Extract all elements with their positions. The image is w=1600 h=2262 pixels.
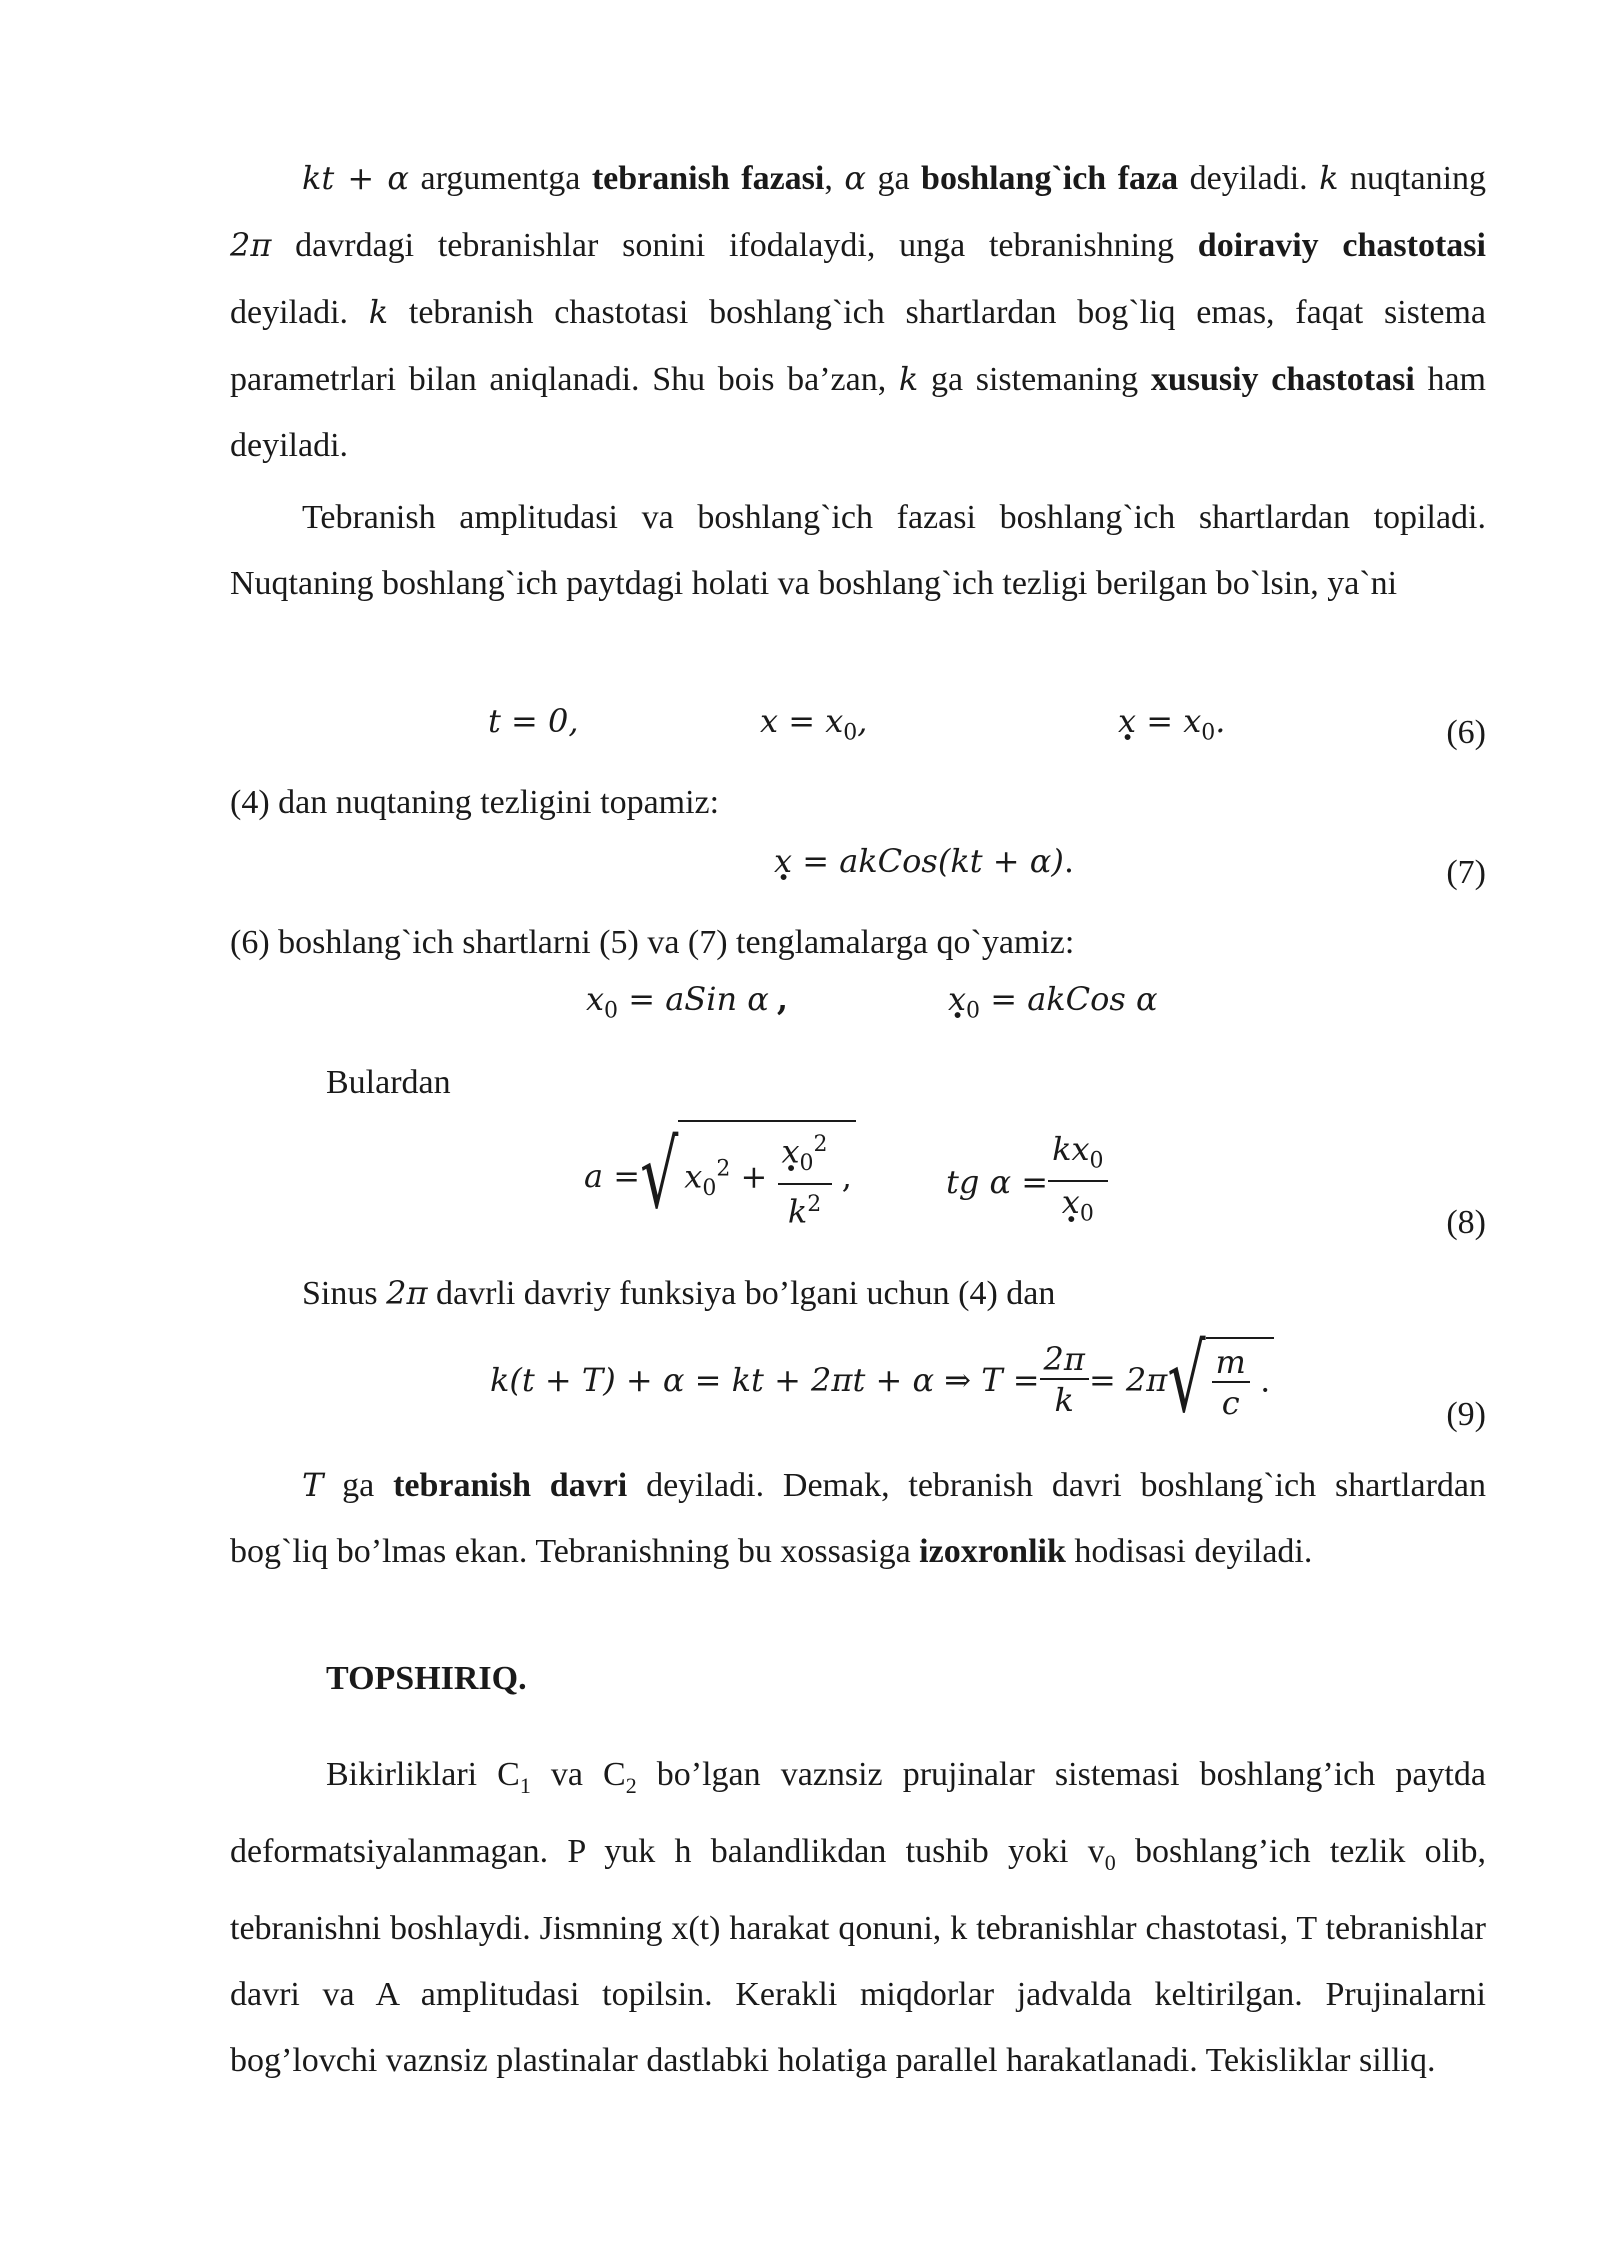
text: deyiladi. <box>1178 160 1320 197</box>
eq8-amplitude <box>584 1116 856 1236</box>
term-tebranish-fazasi: tebranish fazasi <box>591 160 825 197</box>
fraction-denominator: k <box>1054 1381 1074 1419</box>
text: ga <box>323 1467 394 1504</box>
eq-text: kx <box>1052 1129 1090 1168</box>
eq6-part-xdot <box>1118 702 1225 745</box>
eq6-part-x <box>760 702 867 745</box>
eq-sub: 0 <box>1089 1148 1104 1173</box>
paragraph-velocity: (4) dan nuqtaning tezligini topamiz: <box>230 784 720 821</box>
eq6-part-t: t = 0, <box>488 702 579 740</box>
fraction-denominator: c <box>1221 1384 1240 1422</box>
eq-sub: 0 <box>702 1175 717 1201</box>
paragraph-initial-conditions: Tebranish amplitudasi va boshlang`ich fazasi boshlang`ich shartlardan topiladi. Nuqtaning boshlang`ich paytdagi holati va boshlang`ich tezligi berilgan bo`lsin, ya`ni <box>230 499 1486 602</box>
sqrt-icon: √ <box>1167 1325 1206 1435</box>
eq-text: x <box>1061 1183 1080 1221</box>
text: ga sistemaning <box>918 361 1151 398</box>
formula-2pi: 2π <box>386 1274 428 1312</box>
fraction-numerator <box>778 1126 832 1185</box>
sqrt-icon: √ <box>640 1121 679 1231</box>
fraction-numerator: m <box>1212 1343 1250 1383</box>
text: Bikirliklari C <box>326 1756 520 1793</box>
equation-number: (8) <box>1446 1204 1486 1241</box>
term-doiraviy-chastotasi: doiraviy chastotasi <box>1197 227 1486 264</box>
eq-text: tg α = <box>946 1163 1049 1201</box>
eq9-body <box>490 1325 1274 1435</box>
eq-sub: 0 <box>1201 720 1216 746</box>
equation-number: (7) <box>1446 854 1486 891</box>
eq7-body <box>774 842 1074 880</box>
section-title: TOPSHIRIQ. <box>326 1660 527 1697</box>
eq-sup: 2 <box>716 1156 731 1182</box>
text: bo’lgan vaznsiz prujinalar sistemasi boshlang’ich paytda deformatsiyalanmagan. P yuk h balandlikdan tushib yoki v <box>230 1756 1486 1870</box>
formula-kt-alpha: kt + α <box>302 159 409 197</box>
equation-number: (9) <box>1446 1396 1486 1433</box>
term-boshlangich-faza: boshlang`ich faza <box>921 160 1179 197</box>
eq-text: = 2π <box>1088 1361 1168 1399</box>
eq-text: , <box>776 980 788 1018</box>
paragraph-period <box>230 1452 1486 1585</box>
paragraph-phase-definition <box>230 145 1486 479</box>
term-tebranish-davri: tebranish davri <box>393 1467 628 1504</box>
fraction-numerator <box>1048 1130 1107 1182</box>
formula-k: k <box>898 360 919 398</box>
text: boshlang’ich tezlik olib, tebranishni boshlaydi. Jismning x(t) harakat qonuni, k tebranishlar chastotasi, T tebranishlar davri va A amplitudasi topilsin. Kerakli miqdorlar jadvalda keltirilgan. Prujinalarni bog’lovchi vaznsiz plastinalar dastlabki holatiga parallel harakatlanadi. Tekisliklar silliq. <box>230 1832 1487 2079</box>
text: nuqtaning <box>1338 160 1487 197</box>
paragraph-substitute: (6) boshlang`ich shartlarni (5) va (7) tenglamalarga qo`yamiz: <box>230 924 1075 961</box>
text: Sinus <box>302 1275 387 1312</box>
sqrt-body <box>678 1120 856 1232</box>
eq-text: x = x <box>760 702 844 740</box>
eq-text: x = akCos(kt + α) <box>774 842 1064 880</box>
eq-sup: 2 <box>813 1132 828 1158</box>
formula-k: k <box>1319 159 1339 197</box>
paragraph-bulardan: Bulardan <box>326 1064 451 1101</box>
text: hodisasi deyiladi. <box>1065 1533 1313 1570</box>
text: deyiladi. <box>230 294 369 331</box>
paragraph-task <box>230 1742 1486 2094</box>
eq-text: x <box>948 980 967 1018</box>
eq-text: = aSin α <box>618 980 769 1018</box>
text: argumentga <box>409 160 592 197</box>
term-xususiy-chastotasi: xususiy chastotasi <box>1150 361 1415 398</box>
eq-text: . <box>1215 702 1226 740</box>
subscript: 2 <box>625 1772 637 1798</box>
eq-text: . <box>1260 1361 1271 1400</box>
text: va C <box>530 1756 626 1793</box>
eq-text: x = x <box>1118 702 1202 740</box>
fraction <box>1212 1343 1250 1423</box>
fraction-numerator: 2π <box>1040 1340 1089 1380</box>
eq-text: x <box>586 980 605 1018</box>
fraction <box>1048 1130 1107 1235</box>
text: ham deyiladi. <box>230 361 1486 464</box>
eq-text: a = <box>584 1157 641 1195</box>
eq-text: x <box>684 1157 703 1196</box>
formula-T: T <box>302 1466 324 1504</box>
term-izoxronlik: izoxronlik <box>919 1533 1066 1570</box>
text: tebranish chastotasi boshlang`ich shartlardan bog`liq emas, faqat sistema parametrlari bilan aniqlanadi. Shu bois ba’zan, <box>230 294 1486 398</box>
eq-sub: 0 <box>799 1151 814 1177</box>
sqrt-body <box>1206 1337 1275 1423</box>
eq-text: x <box>781 1132 800 1171</box>
eq-text: k <box>787 1192 808 1231</box>
eq-sub: 0 <box>843 720 858 746</box>
text: deyiladi. Demak, tebranish davri boshlang`ich shartlardan bog`liq bo’lmas ekan. Tebranishning bu xossasiga <box>230 1467 1487 1570</box>
formula-k: k <box>368 293 389 331</box>
eq-text: . <box>1063 842 1074 880</box>
fraction-denominator <box>1048 1182 1107 1234</box>
eq-text: , <box>857 702 868 740</box>
fraction-denominator <box>778 1185 832 1232</box>
subscript: 1 <box>519 1772 531 1798</box>
paragraph-sinus <box>302 1260 1486 1327</box>
eq-x0-asin <box>586 980 788 1023</box>
eq-sub: 0 <box>604 998 619 1024</box>
text: davrdagi tebranishlar sonini ifodalaydi, unga tebranishning <box>271 227 1198 264</box>
formula-2pi: 2π <box>230 226 272 264</box>
subscript: 0 <box>1104 1849 1116 1875</box>
text: , <box>824 160 845 197</box>
eq8-phase <box>946 1129 1108 1228</box>
text: ga <box>865 160 922 197</box>
eq-sub: 0 <box>966 998 981 1024</box>
eq-x0dot-akcos <box>948 980 1158 1023</box>
eq-sup: 2 <box>807 1192 822 1218</box>
fraction <box>778 1126 832 1232</box>
equation-number: (6) <box>1446 714 1486 751</box>
eq-text: k(t + T) + α = kt + 2πt + α ⇒ T = <box>490 1361 1040 1399</box>
eq-text: , <box>841 1157 852 1196</box>
text: davrli davriy funksiya bo’lgani uchun (4) dan <box>427 1275 1056 1312</box>
fraction <box>1040 1340 1089 1420</box>
eq-text: = akCos α <box>980 980 1158 1018</box>
eq-text: + <box>730 1157 768 1196</box>
eq-sub: 0 <box>1079 1201 1094 1227</box>
formula-alpha: α <box>844 159 866 197</box>
